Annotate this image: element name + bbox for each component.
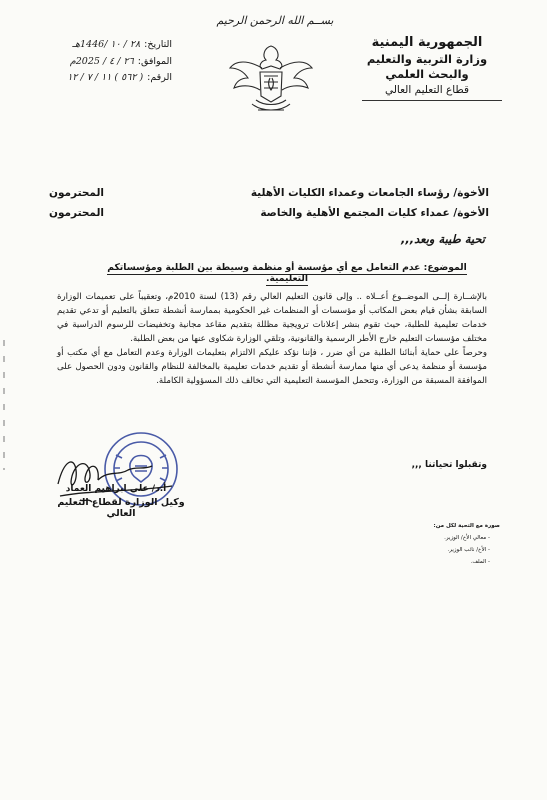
date-hijri-label: التاريخ: [144,39,172,50]
body-paragraph: وحرصاً على حماية أبنائنا الطلبة من أي ضرر ، فإننا نؤكد عليكم الالتزام بتعليمات الوزارة وعدم التعامل مع أي مكتب أو مؤسسة أو منظمة يدعى أي منها ممارسة أنشطة أو تقديم خدمات تعليمية بالمخالفة للنظام والقانون ودون الحصول على الموافقة المسبقة من الوزارة، وتتحمل المؤسسة التعليمية التي تخالف ذلك المسؤولية الكاملة. [57,347,487,386]
body-paragraph: بالإشــارة إلــى الموضــوع أعــلاه .. وإلى قانون التعليم العالي رقم (13) لسنة 2010م، وتعقيباً على تعميمات الوزارة السابقة بشأن قيام بعض المكاتب أو مؤسسات أو المنظمات غير الحكومية بممارسة أنشطة تتعلق بالتعليم أو تدعي تقديم خدمات تعليمية للطلبة، حيث تقوم بنشر إعلانات ترويجية مظللة بتقديم مقاعد مجانية وتخفيضات للرسوم الدراسية في مختلف مؤسسات التعليم خارج الأطر الرسمية والقانونية، وتلقي الوزارة شكاوى عنها من بعض الطلبة. [57,292,487,344]
list-item: - الأخ/ نائب الوزير. [400,544,490,556]
copies-list [400,532,500,568]
date-gregorian-value: ٢٦ / ٤ / 2025م [69,55,134,67]
date-gregorian-row [22,54,172,71]
addressee-line-2 [49,207,489,219]
reference-number-label: الرقم: [147,72,172,84]
ministry-name: وزارة التربية والتعليم والبحث العلمي [366,51,488,82]
date-hijri-row [22,37,172,54]
closing-line: وتقبلوا تحياتنا ,,, [411,460,487,470]
subject-line [87,262,487,284]
header-divider [362,100,502,101]
addressee-name: الأخوة/ عمداء كليات المجتمع الأهلية والخاصة [260,207,489,219]
yemen-eagle-emblem-icon [226,38,316,123]
republic-name: الجمهورية اليمنية [371,35,483,50]
list-item: - معالي الأخ/ الوزير. [400,532,490,544]
document-reference-block [22,37,172,87]
date-hijri-value: ٢٨ / ١٠ /1446هـ [72,39,141,50]
addressee-title: المحترمون [49,187,105,199]
copies-heading: صورة مع التحية لكل من: [433,523,500,529]
addressee-name: الأخوة/ رؤساء الجامعات وعمداء الكليات الأهلية [250,187,489,199]
sector-name: قطاع التعليم العالي [384,83,470,96]
reference-number-value: ( ٥٦٢ ) ١١ / ٧ / ١٢ [67,72,144,84]
copies-to-block [400,520,500,568]
date-gregorian-label: الموافق: [137,55,172,67]
letter-body [57,291,487,388]
reference-number-row [22,70,172,87]
subject-text: الموضوع: عدم التعامل مع أي مؤسسة أو منظمة وسيطة بين الطلبة ومؤسساتكم التعليمية. [107,262,467,284]
scan-margin-mark [2,340,6,470]
letterhead-institution [347,34,507,97]
signatory-name: أ.د/ علي ابراهيم العماد [65,484,167,494]
list-item: - الملف. [400,556,490,568]
addressee-title: المحترمون [49,207,105,219]
greeting: تحية طيبة وبعد,,, [401,232,485,246]
addressee-line-1 [49,187,489,199]
signatory-title: وكيل الوزارة لقطاع التعليم العالي [57,497,185,519]
basmala: بســم الله الرحمن الرحيم [216,14,334,27]
